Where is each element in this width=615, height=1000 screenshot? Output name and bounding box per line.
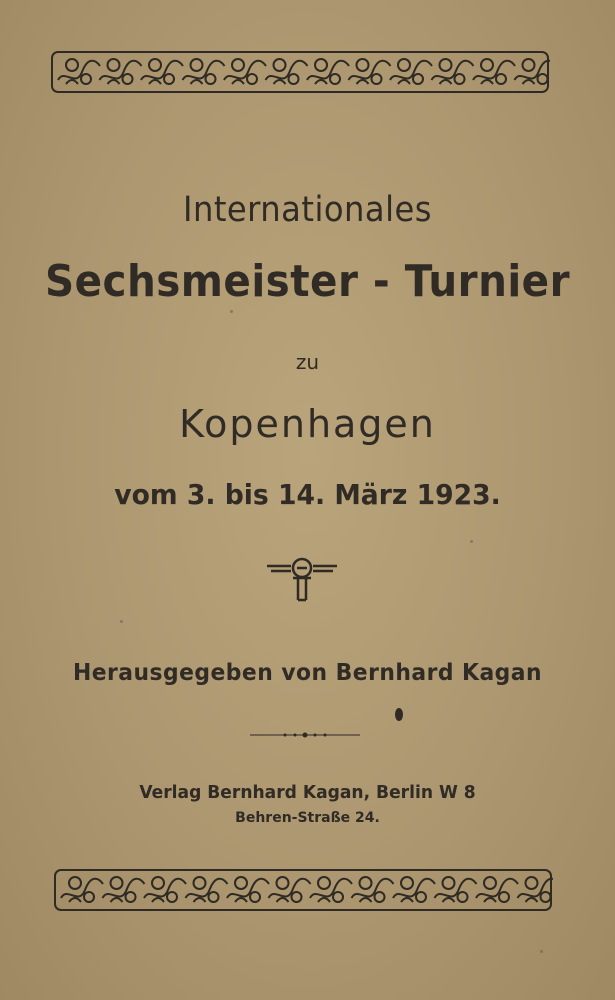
paper-speck [470, 540, 473, 543]
ink-spot [395, 708, 403, 721]
publisher-line: Verlag Bernhard Kagan, Berlin W 8 [139, 782, 476, 803]
paper-speck [540, 950, 543, 953]
title-line-zu: zu [295, 350, 320, 374]
title-line-kopenhagen: Kopenhagen [179, 402, 436, 446]
title-line-internationales: Internationales [182, 190, 433, 230]
dotted-divider-icon [250, 730, 360, 740]
floral-border-bottom-icon [53, 868, 553, 912]
editor-line: Herausgegeben von Bernhard Kagan [72, 660, 543, 686]
paper-speck [120, 620, 123, 623]
floral-border-top-icon [50, 50, 550, 94]
title-line-sechsmeister-turnier: Sechsmeister - Turnier [44, 256, 571, 307]
publisher-emblem-icon [265, 556, 339, 602]
address-line: Behren-Straße 24. [235, 810, 380, 826]
title-line-dates: vom 3. bis 14. März 1923. [114, 478, 501, 511]
paper-speck [230, 310, 233, 313]
